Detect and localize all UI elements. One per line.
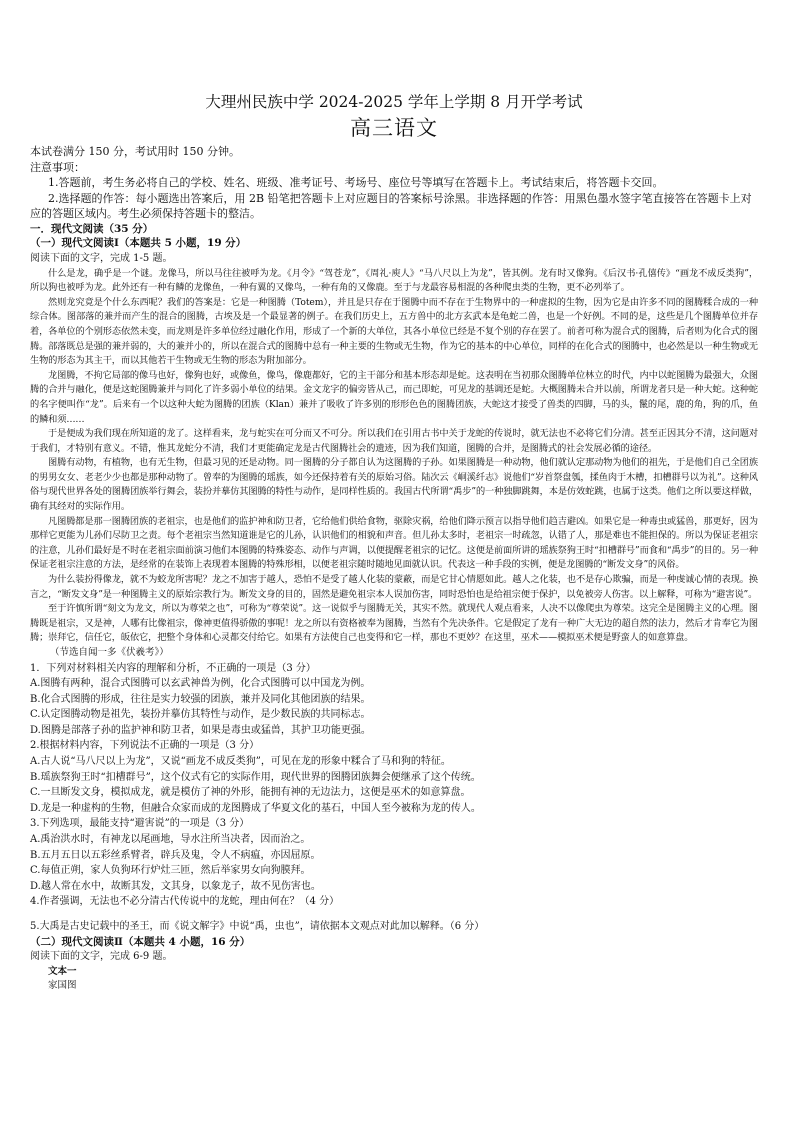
notice-heading: 注意事项： <box>30 160 85 174</box>
question-option: C.认定图腾动物是祖先，装扮并摹仿其特性与动作，是少数民族的共同标志。 <box>30 709 371 721</box>
passage-paragraph: 至于许慎所谓“刻文为龙文，所以为尊荣之也”，可称为“尊荣说”。这一说似乎与图腾无关，其实不然。就现代人观点看来，人决不以像爬虫为尊荣。这完全是图腾主义的心理。图腾既是祖宗，又是神，人哪有比像祖宗，像神更值得骄傲的事呢！龙之所以有资格被奉为图腾，当然有个先决条件。它是假定了龙有一种广大无边的超自然的法力，然后才肯奉它为图腾；崇拜它，信任它，皈依它，把整个身体和心灵都交付给它。如果有方法使自己也变得和它一样，那也不更妙？在这里，巫术——模拟巫术便是野蛮人的如意算盘。 <box>30 603 758 644</box>
reading-passage <box>30 267 758 661</box>
question-option: D.龙是一种虚构的生物，但融合众家而成的龙图腾成了华夏文化的基石，中国人至今被称为龙的传人。 <box>30 802 481 814</box>
question-stem: 1．下列对材料相关内容的理解和分析，不正确的一项是（3 分） <box>30 662 316 674</box>
question-4-stem: 4.作者强调，无法也不必分清古代传说中的龙蛇，理由何在？（4 分） <box>30 896 340 908</box>
question-option: C.每值正朔，家人负狗环行炉灶三匝，然后举家男女向狗膜拜。 <box>30 865 311 877</box>
answer-space <box>30 910 758 919</box>
score-time: 本试卷满分 150 分，考试用时 150 分钟。 <box>30 145 240 158</box>
question-option: C.一旦断发文身，模拟成龙，就是模仿了神的外形，能拥有神的无边法力，这便是巫术的如意算盘。 <box>30 787 471 799</box>
question-3 <box>30 816 758 894</box>
text-label: 文本一 <box>48 965 77 977</box>
passage-paragraph: 然则龙究竟是个什么东西呢？我们的答案是：它是一种图腾（Totem），并且是只存在于图腾中而不存在于生物界中的一种虚拟的生物，因为它是由许多不同的图腾糅合成的一种综合体。图部落的兼并而产生的混合的图腾，古埃及是一个最显著的例子。在我们历史上，五方兽中的北方玄武本是龟蛇二兽，也是一个好例。不同的是，这些是几个图腾单位并存着，各单位的个别形态依然未变，而龙则是许多单位经过融化作用，形成了一个新的大单位，其各小单位已经是不复个别的存在罢了。前者可称为混合式的图腾，后者则为化合式的图腾。部落既总是强的兼并弱的，大的兼并小的，所以在混合式的图腾中总有一种主要的生物或无生物，作为它的基本的中心单位，同样的在化合式的图腾中，也必然是以一种生物或无生物的形态为其主干，而以其他若干生物或无生物的形态为附加部分。 <box>30 296 758 367</box>
question-option: D.图腾是部落子孙的监护神和防卫者，如果是毒虫或猛兽，其护卫功能更强。 <box>30 724 371 736</box>
question-2 <box>30 738 758 816</box>
part1-sub2-heading: （二）现代文阅读Ⅱ（本题共 4 小题，16 分） <box>30 935 251 948</box>
question-option: B.化合式图腾的形成，往往是实力较强的团族，兼并及同化其他团族的结果。 <box>30 693 371 705</box>
text-title: 家国图 <box>48 980 77 992</box>
question-option: B.五月五日以五彩丝系臂者，辟兵及鬼，令人不病瘟，亦因屈原。 <box>30 849 321 861</box>
passage-paragraph: 于是便成为我们现在所知道的龙了。这样看来，龙与蛇实在可分而又不可分。所以我们在引用古书中关于龙蛇的传说时，就无法也不必将它们分清。甚至正因其分不清，这问题对于我们，才特别有意义。不错，惟其龙蛇分不清，我们才更能确定龙是古代图腾社会的遗迹，因为我们知道，图腾的合并，是图腾式的社会发展必循的途径。 <box>30 428 758 454</box>
part1-sub1-instruction: 阅读下面的文字，完成 1-5 题。 <box>30 252 173 264</box>
passage-paragraph: 什么是龙，确乎是一个谜。龙像马，所以马往往被呼为龙。《月令》“驾苍龙”，《周礼·庾人》“马八尺以上为龙”，皆其例。龙有时又像狗。《后汉书·孔僖传》“画龙不成反类狗”，所以狗也被呼为龙。此外还有一种有鳞的龙像鱼，一种有翼的又像鸟，一种有角的又像鹿。至于与龙最容易相混的各种爬虫类的生物，更不必列举了。 <box>30 267 758 294</box>
question-option: A.禹治洪水时，有神龙以尾画地，导水注所当决者，因而治之。 <box>30 834 311 846</box>
question-option: A.图腾有两种，混合式图腾可以玄武神兽为例，化合式图腾可以中国龙为例。 <box>30 678 371 690</box>
question-stem: 3.下列选项，最能支持“避害说”的一项是（3 分） <box>30 818 250 830</box>
question-option: D.越人常在水中，故断其发，文其身，以象龙子，故不见伤害也。 <box>30 880 321 892</box>
notice-item-1: 1.答题前，考生务必将自己的学校、姓名、班级、准考证号、考场号、座位号等填写在答题卡上。考试结束后，将答题卡交回。 <box>48 176 664 190</box>
passage-paragraph: 龙图腾，不拘它局部的像马也好，像狗也好，或像鱼，像鸟，像鹿都好，它的主干部分和基本形态却是蛇。这表明在当初那众图腾单位林立的时代，内中以蛇图腾为最强大，众图腾的合并与融化，便是这蛇图腾兼并与同化了许多弱小单位的结果。金文龙字的偏旁皆从己，而己即蛇，可见龙的基调还是蛇。大概图腾未合并以前，所谓龙者只是一种大蛇。这种蛇的名字便叫作“龙”。后来有一个以这种大蛇为图腾的团族（Klan）兼并了吸收了许多别的形形色色的图腾团族，大蛇这才接受了兽类的四脚，马的头，鬣的尾，鹿的角，狗的爪，鱼的鳞和须…… <box>30 369 758 425</box>
question-option: A.古人说“马八尺以上为龙”，又说“画龙不成反类狗”，可见在龙的形象中糅合了马和狗的特征。 <box>30 756 451 768</box>
notice-item-2: 2.选择题的作答：每小题选出答案后，用 2B 铅笔把答题卡上对应题目的答案标号涂黑。非选择题的作答：用黑色墨水签字笔直接答在答题卡上对应的答题区域内。考生必须保持答题卡的整洁。 <box>30 191 752 221</box>
question-5-stem: 5.大禹是古史记载中的圣王，而《说文解字》中说“禹，虫也”，请依据本文观点对此加以解释。（6 分） <box>30 921 485 932</box>
subject-title: 高三语文 <box>350 116 438 140</box>
part1-sub2-instruction: 阅读下面的文字，完成 6-9 题。 <box>30 951 173 963</box>
exam-title: 大理州民族中学 2024-2025 学年上学期 8 月开学考试 <box>205 93 583 111</box>
question-1 <box>30 661 758 739</box>
passage-paragraph: 凡图腾都是那一图腾团族的老祖宗，也是他们的监护神和防卫者，它给他们供给食物，驱除灾祸，给他们降示预言以指导他们趋吉避凶。如果它是一种毒虫或猛兽，那更好，因为那样它更能为儿孙们尽防卫之责。每个老祖宗当然知道谁是它的儿孙，认识他们的相貌和声音。但儿孙太多时，老祖宗一时疏忽，认错了人，那是难也不能担保的。所以为保证老祖宗的注意，儿孙们最好是不时在老祖宗面前演习他们本图腾的特殊姿态、动作与声调，以便提醒老祖宗的记忆。这便是前面所讲的瑶族祭狗王时“扣槽群号”而食和“禹步”的目的。另一种保证老祖宗注意的方法，是经常的在装饰上表现着本图腾的特殊形相，以便老祖宗随时随地见面就认识。代表这一种手段的实例，便是龙图腾的“断发文身”的风俗。 <box>30 515 758 571</box>
passage-paragraph: 图腾有动物，有植物，也有无生物，但最习见的还是动物。同一图腾的分子都自认为这图腾的子孙。如果图腾是一种动物，他们就认定那动物为他们的祖先，于是他们自己全团族的男男女女、老老少少也都是那种动物了。曾奉的为图腾的瑶族，如今还保持着有关的原始习俗。陆次云《峒溪纤志》说他们“岁首祭盘瓠，揉鱼肉于木槽，扣槽群号以为礼”。这种风俗与现代世界各处的图腾团族举行舞会，装扮并摹仿其图腾的特性与动作，是同样性质的。我国古代所谓“禹步”的一种独脚跳舞，本是仿效蛇跳，也属于这类。他们之所以要这样做，确有其经对的实际作用。 <box>30 457 758 513</box>
passage-source: （节选自闻一多《伏羲考》） <box>50 647 169 658</box>
part1-heading: 一．现代文阅读（35 分） <box>30 222 154 235</box>
part1-sub1-heading: （一）现代文阅读Ⅰ（本题共 5 小题，19 分） <box>30 237 247 250</box>
question-stem: 2.根据材料内容，下列说法不正确的一项是（3 分） <box>30 740 260 752</box>
passage-paragraph: 为什么装扮得像龙，就不为蛟龙所害呢？龙之不加害于越人，恐怕不是受了越人化装的蒙蔽，而是它甘心情愿如此。越人之化装，也不是存心欺骗，而是一种虔诚心情的表现。换言之，“断发文身”是一种图腾主义的原始宗教行为。断发文身的目的，固然是避免祖宗本人误加伤害，同时恐怕也是给祖宗便于保护，以免被旁人伤害。以上解释，可称为“避害说”。 <box>30 574 758 600</box>
question-option: B.瑶族祭狗王时“扣槽群号”，这个仪式有它的实际作用，现代世界的图腾团族舞会便继承了这个传统。 <box>30 771 481 783</box>
